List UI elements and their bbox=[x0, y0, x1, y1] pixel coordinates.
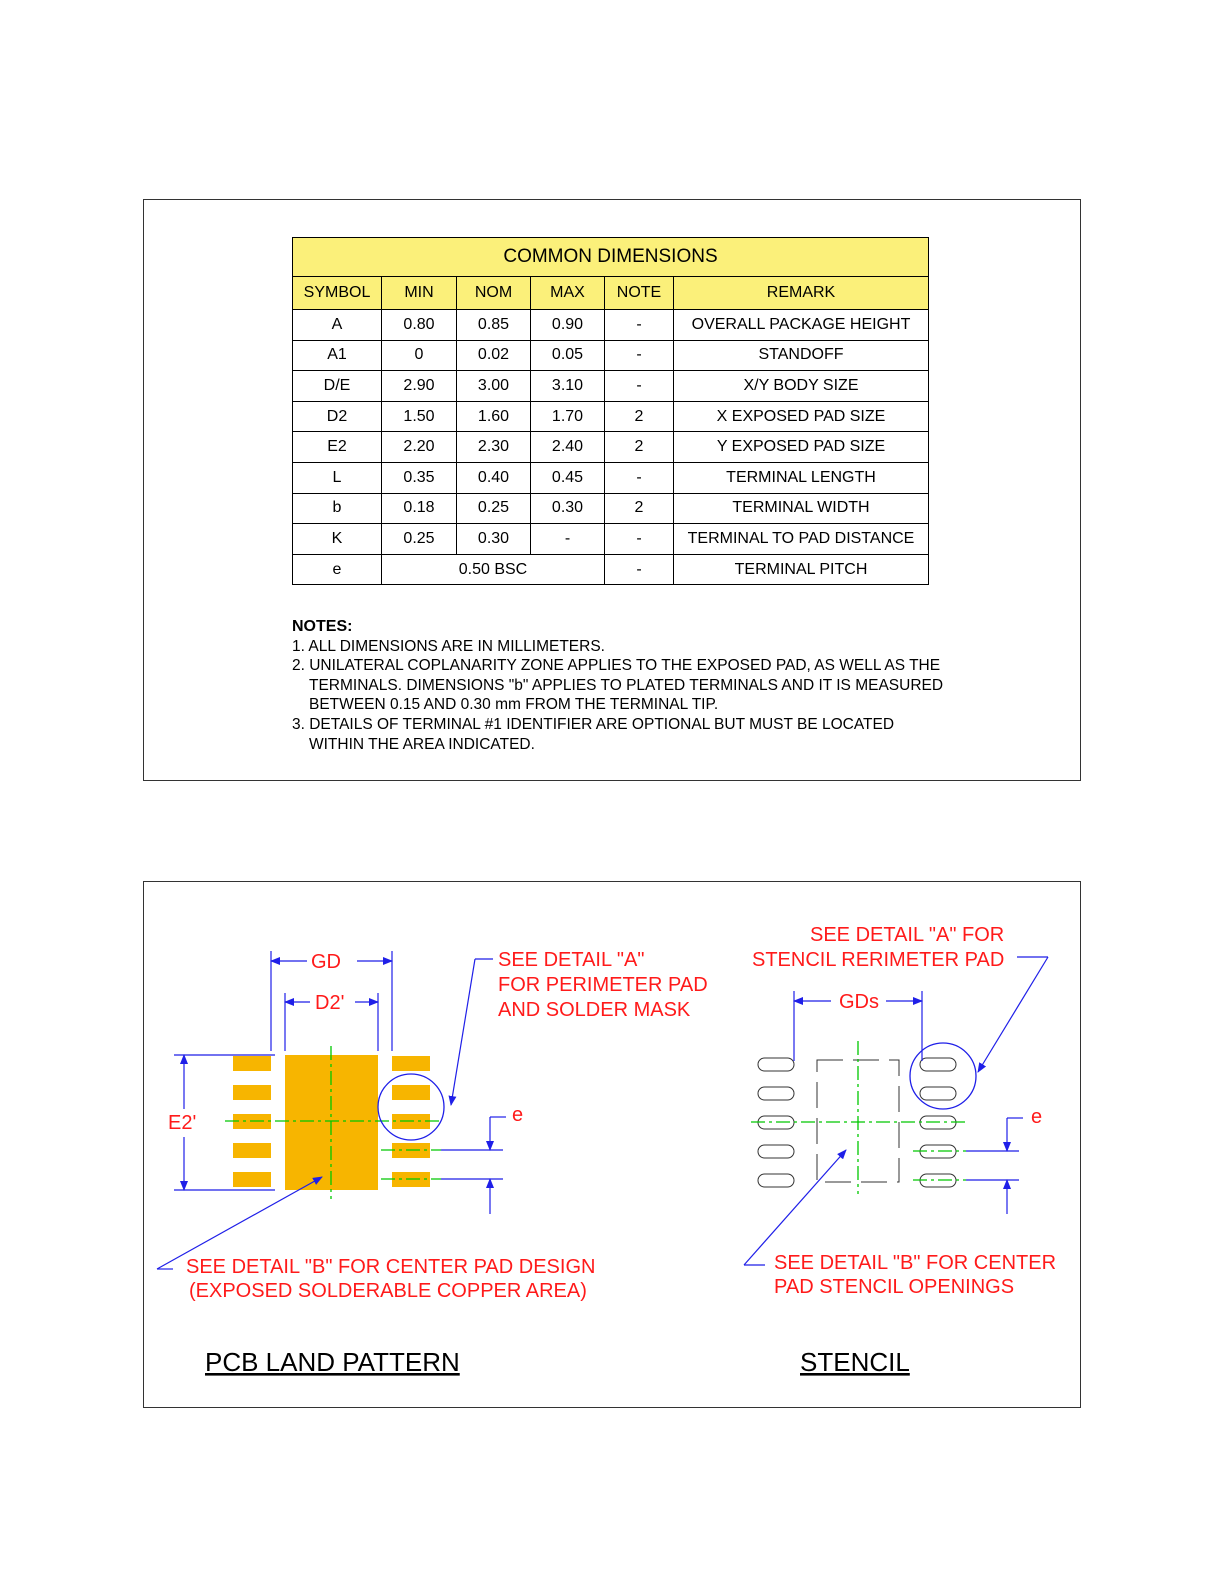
cell-max: 3.10 bbox=[531, 371, 605, 402]
e2-label: E2' bbox=[168, 1112, 197, 1134]
cell-remark: TERMINAL WIDTH bbox=[674, 493, 929, 524]
d2-label: D2' bbox=[315, 992, 345, 1014]
cell-min: 0.25 bbox=[382, 524, 457, 555]
detail-a-circle bbox=[378, 1074, 444, 1140]
cell-remark: X EXPOSED PAD SIZE bbox=[674, 401, 929, 432]
cell-nom: 2.30 bbox=[457, 432, 531, 463]
note-item: 1. ALL DIMENSIONS ARE IN MILLIMETERS. bbox=[292, 637, 605, 655]
pcb-land-pattern bbox=[157, 949, 708, 1377]
cell-symbol: A bbox=[293, 310, 382, 341]
cell-remark: OVERALL PACKAGE HEIGHT bbox=[674, 310, 929, 341]
cell-min: 0 bbox=[382, 340, 457, 371]
stencil-callout-b-line1: SEE DETAIL "B" FOR CENTER bbox=[774, 1252, 1057, 1274]
cell-symbol: E2 bbox=[293, 432, 382, 463]
table-row bbox=[293, 371, 929, 402]
table-row bbox=[293, 432, 929, 463]
table-row bbox=[293, 340, 929, 371]
cell-note: - bbox=[605, 340, 674, 371]
cell-symbol: K bbox=[293, 524, 382, 555]
dimensions-frame bbox=[143, 199, 1081, 781]
cell-note: 2 bbox=[605, 401, 674, 432]
table-title: COMMON DIMENSIONS bbox=[293, 238, 929, 277]
col-header-remark: REMARK bbox=[674, 277, 929, 310]
col-header-symbol: SYMBOL bbox=[293, 277, 382, 310]
cell-nom: 1.60 bbox=[457, 401, 531, 432]
stencil-callout-a-line2: STENCIL RERIMETER PAD bbox=[752, 949, 1005, 971]
cell-max: 0.05 bbox=[531, 340, 605, 371]
cell-note: - bbox=[605, 371, 674, 402]
cell-nom: 0.40 bbox=[457, 462, 531, 493]
pcb-callout-a-line3: AND SOLDER MASK bbox=[498, 999, 691, 1021]
cell-note: - bbox=[605, 462, 674, 493]
stencil-callout-a-line1: SEE DETAIL "A" FOR bbox=[810, 924, 1005, 946]
cell-symbol: e bbox=[293, 554, 382, 585]
cell-remark: TERMINAL PITCH bbox=[674, 554, 929, 585]
cell-max: 0.90 bbox=[531, 310, 605, 341]
cell-remark: TERMINAL LENGTH bbox=[674, 462, 929, 493]
col-header-nom: NOM bbox=[457, 277, 531, 310]
cell-remark: STANDOFF bbox=[674, 340, 929, 371]
col-header-min: MIN bbox=[382, 277, 457, 310]
pcb-pitch-label: e bbox=[512, 1104, 524, 1126]
cell-max: 2.40 bbox=[531, 432, 605, 463]
cell-min: 2.90 bbox=[382, 371, 457, 402]
cell-note: - bbox=[605, 310, 674, 341]
pcb-callout-a-line2: FOR PERIMETER PAD bbox=[498, 974, 708, 996]
cell-symbol: D/E bbox=[293, 371, 382, 402]
cell-note: - bbox=[605, 554, 674, 585]
cell-bsc-value: 0.50 BSC bbox=[382, 554, 605, 585]
cell-nom: 0.85 bbox=[457, 310, 531, 341]
cell-max: 0.45 bbox=[531, 462, 605, 493]
land-pattern-drawing bbox=[144, 882, 1079, 1406]
stencil-leaders bbox=[744, 957, 1048, 1265]
table-row bbox=[293, 554, 929, 585]
cell-nom: 0.30 bbox=[457, 524, 531, 555]
cell-remark: X/Y BODY SIZE bbox=[674, 371, 929, 402]
cell-nom: 0.02 bbox=[457, 340, 531, 371]
cell-max: 1.70 bbox=[531, 401, 605, 432]
pcb-title: PCB LAND PATTERN bbox=[205, 1347, 460, 1377]
cell-note: 2 bbox=[605, 432, 674, 463]
table-row bbox=[293, 524, 929, 555]
pcb-callout-b-line1: SEE DETAIL "B" FOR CENTER PAD DESIGN bbox=[186, 1256, 596, 1278]
table-row bbox=[293, 401, 929, 432]
common-dimensions-table bbox=[292, 237, 929, 585]
cell-min: 0.35 bbox=[382, 462, 457, 493]
table-row bbox=[293, 493, 929, 524]
cell-symbol: A1 bbox=[293, 340, 382, 371]
cell-symbol: D2 bbox=[293, 401, 382, 432]
stencil-dimension-lines bbox=[794, 991, 1023, 1214]
col-header-note: NOTE bbox=[605, 277, 674, 310]
cell-min: 2.20 bbox=[382, 432, 457, 463]
cell-symbol: b bbox=[293, 493, 382, 524]
stencil-detail-a-circle bbox=[910, 1043, 976, 1109]
cell-remark: Y EXPOSED PAD SIZE bbox=[674, 432, 929, 463]
cell-note: 2 bbox=[605, 493, 674, 524]
col-header-max: MAX bbox=[531, 277, 605, 310]
stencil-pitch-label: e bbox=[1031, 1106, 1043, 1128]
cell-min: 1.50 bbox=[382, 401, 457, 432]
stencil-title: STENCIL bbox=[800, 1347, 910, 1377]
cell-min: 0.18 bbox=[382, 493, 457, 524]
stencil-drawing bbox=[744, 924, 1056, 1377]
notes-heading: NOTES: bbox=[292, 618, 353, 635]
land-pattern-frame bbox=[143, 881, 1081, 1408]
cell-nom: 0.25 bbox=[457, 493, 531, 524]
note-item: 3. DETAILS OF TERMINAL #1 IDENTIFIER ARE OPTIONAL BUT MUST BE LOCATED WITHIN THE AREA INDICATED. bbox=[292, 715, 895, 753]
cell-nom: 3.00 bbox=[457, 371, 531, 402]
cell-min: 0.80 bbox=[382, 310, 457, 341]
stencil-callout-b-line2: PAD STENCIL OPENINGS bbox=[774, 1276, 1015, 1298]
note-item: 2. UNILATERAL COPLANARITY ZONE APPLIES TO THE EXPOSED PAD, AS WELL AS THE TERMINALS. DIMENSIONS "b" APPLIES TO PLATED TERMINALS AND IT IS MEASURED BETWEEN 0.15 AND 0.30 mm FROM THE TERMINAL TIP. bbox=[292, 657, 944, 714]
cell-max: - bbox=[531, 524, 605, 555]
gds-label: GDs bbox=[839, 991, 879, 1013]
cell-remark: TERMINAL TO PAD DISTANCE bbox=[674, 524, 929, 555]
pcb-callout-b-line2: (EXPOSED SOLDERABLE COPPER AREA) bbox=[189, 1280, 587, 1302]
gd-label: GD bbox=[311, 951, 341, 973]
cell-symbol: L bbox=[293, 462, 382, 493]
notes-block bbox=[292, 617, 949, 754]
cell-note: - bbox=[605, 524, 674, 555]
pcb-callout-a-line1: SEE DETAIL "A" bbox=[498, 949, 645, 971]
table-row bbox=[293, 310, 929, 341]
stencil-centerlines bbox=[751, 1041, 966, 1194]
table-row bbox=[293, 462, 929, 493]
cell-max: 0.30 bbox=[531, 493, 605, 524]
